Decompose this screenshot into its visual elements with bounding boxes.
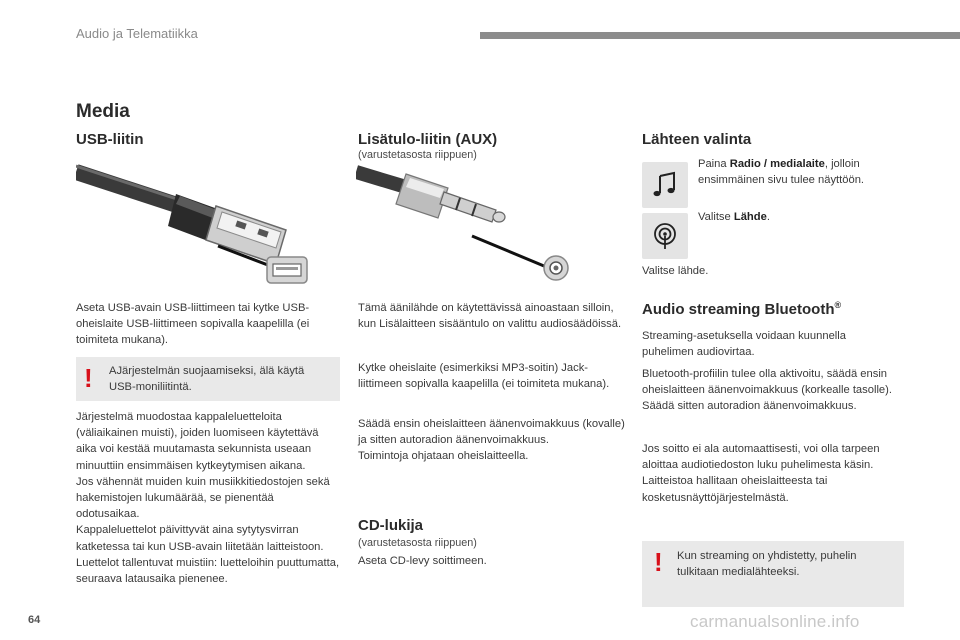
source-paragraph-1: Valitse lähde. — [642, 265, 709, 277]
aux-subtitle: (varustetasosta riippuen) — [358, 149, 477, 161]
media-button — [642, 162, 688, 208]
bluetooth-paragraph-3a: Jos soitto ei ala automaattisesti, voi olla tarpeen aloittaa audiotiedoston luku puhelimesta käsin. — [642, 443, 880, 472]
aux-paragraph-3a: Säädä ensin oheislaitteen äänenvoimakkuus (kovalle) ja sitten autoradion äänenvoimakkuus. — [358, 418, 625, 447]
bluetooth-heading-sup: ® — [834, 300, 842, 310]
source-button — [642, 213, 688, 259]
usb-paragraph-2 — [76, 409, 340, 587]
bluetooth-heading-text: Audio streaming Bluetooth — [642, 301, 835, 318]
warning-icon: ! — [654, 547, 663, 577]
bluetooth-heading — [642, 300, 841, 318]
usb-paragraph-1: Aseta USB-avain USB-liittimeen tai kytke USB-oheislaite USB-liittimeen sopivalla kaapelilla (ei toimiteta mukana). — [76, 302, 310, 347]
aux-paragraph-3b: Toimintoja ohjataan oheislaitteella. — [358, 450, 529, 463]
bluetooth-paragraph-1: Streaming-asetuksella voidaan kuunnella puhelimen audiovirtaa. — [642, 330, 846, 359]
bluetooth-note-text: Kun streaming on yhdistetty, puhelin tulkitaan medialähteeksi. — [677, 550, 857, 579]
aux-paragraph-2: Kytke oheislaite (esimerkiksi MP3-soitin) Jack-liittimeen sopivalla kaapelilla (ei toimiteta mukana). — [358, 362, 610, 391]
source-step-2 — [698, 209, 898, 225]
usb-warning-box — [76, 357, 340, 401]
usb-warning-text: AJärjestelmän suojaamiseksi, älä käytä USB-moniliitintä. — [109, 365, 305, 394]
source-icon — [650, 221, 680, 251]
bluetooth-paragraph-3 — [642, 441, 892, 506]
bluetooth-note-box — [642, 541, 904, 607]
aux-heading: Lisätulo-liitin (AUX) — [358, 131, 498, 148]
warning-icon: ! — [84, 363, 93, 393]
usb-paragraph-2b: Jos vähennät muiden kuin musiikkitiedostojen sekä hakemistojen lukumäärää, se pienentää odotusaikaa. — [76, 475, 330, 521]
watermark: carmanualsonline.info — [690, 612, 860, 631]
source-heading: Lähteen valinta — [642, 131, 752, 148]
source-step-1-post: , jolloin ensimmäinen sivu tulee näyttöön. — [698, 158, 865, 187]
usb-paragraph-2a: Järjestelmä muodostaa kappaleluetteloita (väliaikainen muisti), joiden luomiseen käytettävä aika voi kestää muutamasta sekunnista useaan minuuttiin ensimmäisen kytkeytymisen aikana. — [76, 411, 319, 472]
source-step-1-bold: Radio / medialaite — [729, 158, 825, 170]
usb-heading: USB-liitin — [76, 131, 144, 148]
cd-paragraph-1: Aseta CD-levy soittimeen. — [358, 555, 487, 567]
usb-port-icon — [266, 256, 308, 284]
source-step-2-pre: Valitse — [698, 211, 734, 223]
page-number: 64 — [28, 614, 41, 626]
header-title: Audio ja Telematiikka — [76, 26, 198, 41]
source-step-1 — [698, 156, 898, 188]
bluetooth-paragraph-2a: Bluetooth-profiilin tulee olla aktivoitu, säädä ensin oheislaitteen äänenvoimakkuus (korkealle tasolle). — [642, 368, 892, 397]
cd-subtitle: (varustetasosta riippuen) — [358, 537, 477, 549]
bluetooth-paragraph-2b: Säädä sitten autoradion äänenvoimakkuus. — [642, 400, 857, 413]
jack-socket-icon — [542, 254, 570, 282]
music-note-icon — [650, 170, 680, 200]
section-title: Media — [76, 101, 130, 122]
aux-paragraph-1: Tämä äänilähde on käytettävissä ainoastaan silloin, kun Lisälaitteen sisääntulo on valittu audiosäädöissä. — [358, 302, 622, 331]
usb-paragraph-2c: Kappaleluettelot päivittyvät aina sytytysvirran katketessa tai kun USB-avain liitetään laitteistoon. Luettelot tallentuvat muistiin: luetteloihin puuttumatta, seuraava latausaika pienenee. — [76, 524, 340, 586]
bluetooth-paragraph-2 — [642, 366, 894, 415]
header-bar — [480, 32, 960, 39]
cd-heading: CD-lukija — [358, 517, 424, 534]
source-step-1-pre: Paina — [698, 158, 730, 170]
source-step-2-post: . — [766, 211, 770, 223]
source-step-2-bold: Lähde — [733, 211, 767, 223]
aux-paragraph-3 — [358, 416, 626, 465]
bluetooth-paragraph-3b: Laitteistoa hallitaan oheislaitteesta tai kosketusnäyttöjärjestelmästä. — [642, 475, 828, 504]
